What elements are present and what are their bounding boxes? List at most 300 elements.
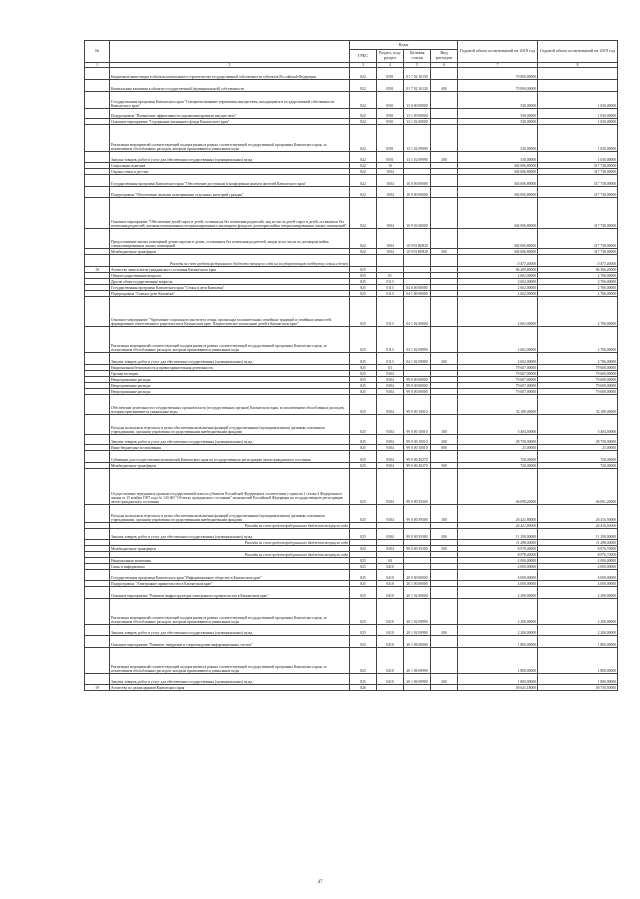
table-row <box>85 451 618 463</box>
row-number <box>85 68 110 80</box>
row-grbs: 822 <box>350 163 377 169</box>
row-target-article: 20 0 00 00000 <box>404 570 431 581</box>
row-volume-2018: 4 000,00000 <box>458 581 538 587</box>
row-razdel: 04 <box>377 558 404 564</box>
row-grbs: 825 <box>350 267 377 273</box>
colnum-5: 5 <box>404 63 431 68</box>
row-grbs: 822 <box>350 249 377 255</box>
row-volume-2018: 304 006,80000 <box>458 229 538 249</box>
row-razdel: 0410 <box>377 581 404 587</box>
row-name: Межбюджетные трансферты <box>110 249 350 255</box>
row-target-article: 13 1 02 09990 <box>404 152 431 163</box>
row-volume-2019: 4 000,00000 <box>538 558 618 564</box>
row-name: Охрана семьи и детства <box>110 169 350 175</box>
table-row <box>85 415 618 435</box>
row-expense-type: 200 <box>431 674 458 685</box>
row-name: Основное мероприятие "Обеспечение детей-сирот и детей, оставшихся без попечения родителей, лиц из числа детей-сирот и детей, оставшихся без попечения родителей, жилыми помещениями специализированного жилищного фонда по договорам найма специализированных жилых помещений" <box>110 198 350 229</box>
row-name: Подпрограмма "Электронное правительство в Камчатском крае" <box>110 581 350 587</box>
row-volume-2019: 1 030,00000 <box>538 152 618 163</box>
row-volume-2018: 28 758,90000 <box>458 435 538 445</box>
row-razdel: 0410 <box>377 625 404 636</box>
row-name: Бюджетные инвестиции в объекты капитального строительства государственной собственности субъектов Российской Федерации <box>110 68 350 80</box>
row-target-article: 10 9 03 R0820 <box>404 229 431 249</box>
row-name: Непрограммные расходы <box>110 377 350 383</box>
row-expense-type: 200 <box>431 353 458 365</box>
row-target-article: 99 0 00 00000 <box>404 377 431 383</box>
row-name: Реализация мероприятий соответствующей подпрограммы в рамках соответствующей государственной программы Камчатского края, за исключением обособленных расходов, которым присваиваются уникальные коды <box>110 648 350 674</box>
budget-table-page <box>84 40 618 691</box>
row-target-article: 13 1 02 09990 <box>404 125 431 152</box>
header-grbs: ГРБС <box>350 50 377 63</box>
row-grbs: 822 <box>350 152 377 163</box>
row-grbs: 825 <box>350 389 377 395</box>
row-grbs: 822 <box>350 92 377 109</box>
row-target-article: 04 1 00 00000 <box>404 291 431 297</box>
row-target-article: 04 1 02 00000 <box>404 297 431 327</box>
row-target-article: 04 1 02 09990 <box>404 353 431 365</box>
row-volume-2019: 1 030,00000 <box>538 125 618 152</box>
row-razdel: 0113 <box>377 291 404 297</box>
row-grbs: 825 <box>350 529 377 540</box>
row-volume-2019: 2 706,00000 <box>538 285 618 291</box>
row-grbs: 822 <box>350 229 377 249</box>
row-number <box>85 353 110 365</box>
table-row <box>85 327 618 353</box>
row-razdel: 0304 <box>377 463 404 469</box>
row-name: Реализация мероприятий соответствующей подпрограммы в рамках соответствующей государственной программы Камчатского края, за исключением обособленных расходов, которым присваиваются уникальные коды <box>110 599 350 625</box>
row-name: Иные бюджетные ассигнования <box>110 445 350 451</box>
row-volume-2019: 317 738,00000 <box>538 187 618 198</box>
row-volume-2018: 8 978,40000 <box>458 552 538 558</box>
row-number <box>85 125 110 152</box>
table-row <box>85 636 618 648</box>
row-razdel: 0304 <box>377 395 404 415</box>
row-target-article: 99 0 00 00000 <box>404 383 431 389</box>
row-target-article: 99 0 00 59300 <box>404 546 431 552</box>
row-expense-type: 800 <box>431 445 458 451</box>
row-grbs: 825 <box>350 297 377 327</box>
row-name: Государственная программа Камчатского края "Совершенствование управления имуществом, находящимся в государственной собственности Камчатского края" <box>110 92 350 109</box>
row-volume-2018: 530,00000 <box>458 92 538 109</box>
header-num: № <box>85 41 110 63</box>
row-volume-2018: 4 000,00000 <box>458 570 538 581</box>
row-razdel: 0410 <box>377 636 404 648</box>
row-target-article: 13 1 00 00000 <box>404 109 431 119</box>
row-razdel: 0304 <box>377 469 404 505</box>
row-number <box>85 92 110 109</box>
row-name: Основное мероприятие "Развитие, внедрение и сопровождение информационных систем" <box>110 636 350 648</box>
row-razdel: 0304 <box>377 451 404 463</box>
row-target-article: 10 0 00 00000 <box>404 175 431 187</box>
row-volume-2018: 530,00000 <box>458 119 538 125</box>
row-name: Агентство записи актов гражданского состояния Камчатского края <box>110 267 350 273</box>
row-expense-type: 500 <box>431 546 458 552</box>
row-volume-2019: 2 706,00000 <box>538 291 618 297</box>
header-codes: Коды <box>350 41 458 50</box>
row-razdel: 0113 <box>377 297 404 327</box>
row-expense-type <box>431 327 458 353</box>
row-volume-2019 <box>538 68 618 80</box>
row-name: Подпрограмма "Обеспечение жилыми помещениями отдельных категорий граждан" <box>110 187 350 198</box>
row-volume-2019: 4 000,00000 <box>538 570 618 581</box>
row-volume-2018: 25,00000 <box>458 445 538 451</box>
row-grbs: 822 <box>350 68 377 80</box>
row-number <box>85 599 110 625</box>
row-expense-type <box>431 68 458 80</box>
row-grbs: 825 <box>350 395 377 415</box>
row-volume-2018: 720,40000 <box>458 463 538 469</box>
row-name: Агентство по делам архивов Камчатского края <box>110 685 350 691</box>
row-target-article: 99 0 00 10010 <box>404 395 431 415</box>
row-grbs: 822 <box>350 119 377 125</box>
row-expense-type: 200 <box>431 529 458 540</box>
table-row <box>85 529 618 540</box>
row-razdel: 0410 <box>377 674 404 685</box>
row-target-article: 99 0 00 59300 <box>404 469 431 505</box>
table-row <box>85 152 618 163</box>
row-target-article: 20 1 06 09990 <box>404 648 431 674</box>
row-volume-2018: 39 641,18000 <box>458 685 538 691</box>
row-volume-2019: 1 030,00000 <box>538 109 618 119</box>
table-row <box>85 395 618 415</box>
row-volume-2019: 317 738,00000 <box>538 169 618 175</box>
row-volume-2019: 317 738,00000 <box>538 163 618 169</box>
row-volume-2018: 2 602,00000 <box>458 353 538 365</box>
table-row <box>85 80 618 92</box>
table-row <box>85 92 618 109</box>
row-volume-2018: 304 006,80000 <box>458 169 538 175</box>
row-name: Закупка товаров, работ и услуг для обеспечения государственных (муниципальных) нужд <box>110 674 350 685</box>
row-grbs: 825 <box>350 291 377 297</box>
row-number <box>85 469 110 505</box>
row-name: Основное мероприятие "Содержание жилищного фонда Камчатского края" <box>110 119 350 125</box>
row-grbs: 822 <box>350 198 377 229</box>
row-grbs: 825 <box>350 451 377 463</box>
row-grbs: 825 <box>350 285 377 291</box>
row-name: Расходы за счет средств федерального бюджета текущего года <box>110 523 350 529</box>
row-expense-type: 100 <box>431 415 458 435</box>
row-volume-2018: 2 602,00000 <box>458 273 538 279</box>
colnum-1: 1 <box>85 63 110 68</box>
row-volume-2018: 2 602,00000 <box>458 285 538 291</box>
row-razdel: 0304 <box>377 389 404 395</box>
row-razdel: 0501 <box>377 68 404 80</box>
row-number <box>85 109 110 119</box>
table-row <box>85 175 618 187</box>
row-name: Общегосударственные вопросы <box>110 273 350 279</box>
row-volume-2019: 1 800,00000 <box>538 648 618 674</box>
row-razdel: 0113 <box>377 353 404 365</box>
row-name: Межбюджетные трансферты <box>110 463 350 469</box>
row-expense-type: 200 <box>431 625 458 636</box>
row-razdel: 1004 <box>377 169 404 175</box>
row-grbs: 825 <box>350 570 377 581</box>
row-razdel: 0304 <box>377 445 404 451</box>
row-target-article: 99 0 00 40270 <box>404 451 431 463</box>
row-name: Предоставление жилых помещений детям-сиротам и детям, оставшимся без попечения родителей, лицам из их числа по договорам найма специализированных жилых помещений <box>110 229 350 249</box>
row-name: Непрограммные расходы <box>110 383 350 389</box>
row-razdel: 0410 <box>377 587 404 599</box>
row-volume-2019: 2 200,00000 <box>538 599 618 625</box>
row-volume-2018: 79 607,00000 <box>458 377 538 383</box>
row-number <box>85 451 110 463</box>
row-number <box>85 327 110 353</box>
row-name: Межбюджетные трансферты <box>110 546 350 552</box>
row-expense-type <box>431 187 458 198</box>
row-expense-type <box>431 92 458 109</box>
row-name: Подпрограмма "Повышение эффективности управления краевым имуществом" <box>110 109 350 119</box>
row-razdel: 0304 <box>377 529 404 540</box>
budget-table <box>84 40 618 691</box>
row-number <box>85 674 110 685</box>
row-name: Основное мероприятие "Укрепление социального института семьи, пропаганда положительных семейных традиций и семейных ценностей, формирование ответственного родительства в Камчатском крае. Патриотическое воспитание детей в Камчатском крае" <box>110 297 350 327</box>
row-number <box>85 648 110 674</box>
row-grbs: 825 <box>350 327 377 353</box>
row-number: 19 <box>85 685 110 691</box>
row-volume-2018: 1 800,00000 <box>458 674 538 685</box>
row-name: Государственная программа Камчатского края "Семья и дети Камчатки" <box>110 285 350 291</box>
row-expense-type <box>431 469 458 505</box>
row-name: Национальная экономика <box>110 558 350 564</box>
row-name: Закупка товаров, работ и услуг для обеспечения государственных (муниципальных) нужд <box>110 529 350 540</box>
row-target-article: 20 1 02 09990 <box>404 599 431 625</box>
row-grbs: 825 <box>350 505 377 523</box>
row-volume-2019: 39 758,50000 <box>538 685 618 691</box>
row-razdel: 0410 <box>377 599 404 625</box>
row-volume-2018: 26 421,80000 <box>458 523 538 529</box>
row-volume-2019: 2 706,00000 <box>538 279 618 285</box>
row-target-article: 20 1 06 00000 <box>404 636 431 648</box>
row-volume-2018: 304 006,80000 <box>458 249 538 255</box>
row-name: Реализация мероприятий соответствующей подпрограммы в рамках соответствующей государственной программы Камчатского края, за исключением обособленных расходов, которым присваиваются уникальные коды <box>110 125 350 152</box>
row-number <box>85 152 110 163</box>
note-row <box>85 255 618 267</box>
row-name: Осуществление переданных органам государственной власти субъектов Российской Федерации в соответствии с пунктом 1 статьи 4 Федерального закона от 15 ноября 1997 года № 143-ФЗ "Об актах гражданского состояния" полномочий Российской Федерации на государственную регистрацию актов гражданского состояния <box>110 469 350 505</box>
row-razdel <box>377 685 404 691</box>
row-target-article: 04 0 00 00000 <box>404 285 431 291</box>
row-volume-2018: 26 421,80000 <box>458 505 538 523</box>
header-volume-2019: Годовой объем ассигнований на 2019 год <box>538 41 618 63</box>
row-razdel: 0304 <box>377 435 404 445</box>
colnum-4: 4 <box>377 63 404 68</box>
row-volume-2019: 25,00000 <box>538 445 618 451</box>
row-razdel: 01 <box>377 273 404 279</box>
row-volume-2018: 79 607,00000 <box>458 365 538 371</box>
table-row <box>85 125 618 152</box>
row-grbs: 825 <box>350 415 377 435</box>
row-name: Другие общегосударственные вопросы <box>110 279 350 285</box>
row-volume-2018: 11 298,00000 <box>458 540 538 546</box>
row-grbs: 825 <box>350 353 377 365</box>
row-target-article <box>404 685 431 691</box>
row-number <box>85 636 110 648</box>
header-target-article: Целевая статья <box>404 50 431 63</box>
table-row <box>85 587 618 599</box>
row-volume-2018: 304 006,80000 <box>458 198 538 229</box>
table-row <box>85 505 618 523</box>
row-name: Закупка товаров, работ и услуг для обеспечения государственных (муниципальных) нужд <box>110 435 350 445</box>
row-razdel: 0410 <box>377 648 404 674</box>
row-razdel: 03 <box>377 365 404 371</box>
row-grbs: 822 <box>350 80 377 92</box>
row-volume-2019: 317 738,00000 <box>538 229 618 249</box>
row-grbs: 825 <box>350 581 377 587</box>
row-expense-type: 500 <box>431 463 458 469</box>
row-volume-2018: 11 298,00000 <box>458 529 538 540</box>
colnum-6: 6 <box>431 63 458 68</box>
row-name: Подпрограмма "Семья и дети Камчатки" <box>110 291 350 297</box>
table-row <box>85 625 618 636</box>
row-razdel: 0501 <box>377 80 404 92</box>
row-number <box>85 395 110 415</box>
row-target-article: 10 9 03 00000 <box>404 198 431 229</box>
row-target-article: 13 0 00 00000 <box>404 92 431 109</box>
row-number <box>85 198 110 229</box>
row-razdel: 0304 <box>377 371 404 377</box>
row-volume-2018: 530,00000 <box>458 152 538 163</box>
table-row <box>85 435 618 445</box>
row-name: Расходы за счет средств федерального бюджета текущего года на государственную поддержку семьи и детей <box>110 255 350 267</box>
row-grbs: 822 <box>350 169 377 175</box>
row-grbs: 822 <box>350 109 377 119</box>
row-target-article: 20 1 00 00000 <box>404 581 431 587</box>
page-number: 47 <box>317 880 323 885</box>
row-grbs: 825 <box>350 546 377 552</box>
row-target-article: 10 9 00 00000 <box>404 187 431 198</box>
row-target-article: 13 1 02 00000 <box>404 119 431 125</box>
row-volume-2018: 8 978,40000 <box>458 546 538 552</box>
row-volume-2018: 46 698,20000 <box>458 469 538 505</box>
row-number <box>85 625 110 636</box>
row-target-article <box>404 255 431 267</box>
row-target-article: 04 1 02 09990 <box>404 327 431 353</box>
row-expense-type <box>431 229 458 249</box>
row-target-article: 20 1 06 09990 <box>404 674 431 685</box>
row-number <box>85 505 110 523</box>
row-grbs: 826 <box>350 685 377 691</box>
row-target-article: 99 0 00 10010 <box>404 445 431 451</box>
row-grbs: 825 <box>350 371 377 377</box>
row-target-article: 99 0 00 00000 <box>404 389 431 395</box>
row-volume-2019: 79 600,00000 <box>538 389 618 395</box>
row-name: Закупка товаров, работ и услуг для обеспечения государственных (муниципальных) нужд <box>110 353 350 365</box>
row-expense-type <box>431 648 458 674</box>
row-grbs: 825 <box>350 463 377 469</box>
row-volume-2018: 2 602,00000 <box>458 327 538 353</box>
table-row <box>85 599 618 625</box>
row-volume-2018: 79 607,00000 <box>458 371 538 377</box>
row-name: Расходы за счет средств федерального бюджета текущего года <box>110 552 350 558</box>
row-razdel: 0501 <box>377 109 404 119</box>
row-expense-type <box>431 297 458 327</box>
row-number <box>85 587 110 599</box>
row-volume-2019 <box>538 80 618 92</box>
row-volume-2018: 304 006,80000 <box>458 163 538 169</box>
row-grbs: 825 <box>350 377 377 383</box>
row-volume-2019: 79 600,00000 <box>538 371 618 377</box>
row-volume-2018: 70 000,00000 <box>458 68 538 80</box>
row-grbs: 825 <box>350 469 377 505</box>
row-razdel: 0304 <box>377 546 404 552</box>
row-name: Государственная программа Камчатского края "Обеспечение доступным и комфортным жильем жителей Камчатского края" <box>110 175 350 187</box>
row-razdel: 0304 <box>377 415 404 435</box>
row-grbs: 822 <box>350 187 377 198</box>
row-volume-2018: 4 000,00000 <box>458 558 538 564</box>
row-razdel: 0501 <box>377 119 404 125</box>
row-grbs: 825 <box>350 273 377 279</box>
header-volume-2018: Годовой объем ассигнований на 2018 год <box>458 41 538 63</box>
row-name: Капитальные вложения в объекты государственной (муниципальной) собственности <box>110 80 350 92</box>
row-volume-2019: 8 976,70000 <box>538 546 618 552</box>
row-target-article: 01 7 02 10130 <box>404 80 431 92</box>
row-expense-type <box>431 395 458 415</box>
row-grbs: 825 <box>350 648 377 674</box>
row-volume-2018: 304 006,80000 <box>458 187 538 198</box>
row-number <box>85 187 110 198</box>
row-number <box>85 435 110 445</box>
row-number <box>85 175 110 187</box>
row-grbs: 825 <box>350 625 377 636</box>
row-target-article: 99 0 00 10010 <box>404 415 431 435</box>
row-volume-2019: 11 298,00000 <box>538 529 618 540</box>
table-row <box>85 68 618 80</box>
colnum-3: 3 <box>350 63 377 68</box>
row-expense-type: 200 <box>431 152 458 163</box>
table-row <box>85 353 618 365</box>
row-grbs: 825 <box>350 564 377 570</box>
row-volume-2018: 79 607,00000 <box>458 389 538 395</box>
row-number <box>85 297 110 327</box>
row-grbs: 822 <box>350 125 377 152</box>
row-razdel <box>377 255 404 267</box>
row-expense-type <box>431 451 458 463</box>
row-volume-2019: 26 416,50000 <box>538 523 618 529</box>
row-name: Закупка товаров, работ и услуг для обеспечения государственных (муниципальных) нужд <box>110 625 350 636</box>
row-grbs: 825 <box>350 435 377 445</box>
row-razdel: 10 <box>377 163 404 169</box>
row-volume-2019: 2 706,00000 <box>538 297 618 327</box>
table-row <box>85 570 618 581</box>
row-expense-type <box>431 198 458 229</box>
row-razdel: 0304 <box>377 383 404 389</box>
row-name: Реализация мероприятий соответствующей подпрограммы в рамках соответствующей государственной программы Камчатского края, за исключением обособленных расходов, которым присваиваются уникальные коды <box>110 327 350 353</box>
row-grbs: 825 <box>350 445 377 451</box>
row-expense-type <box>431 109 458 119</box>
row-razdel: 1004 <box>377 249 404 255</box>
row-razdel: 1004 <box>377 175 404 187</box>
row-volume-2018: 70 000,00000 <box>458 80 538 92</box>
row-expense-type <box>431 636 458 648</box>
row-number <box>85 229 110 249</box>
table-row <box>85 109 618 119</box>
row-volume-2019: 79 600,00000 <box>538 377 618 383</box>
row-volume-2019: 2 706,00000 <box>538 353 618 365</box>
row-volume-2018: 1 800,00000 <box>458 636 538 648</box>
row-grbs: 825 <box>350 383 377 389</box>
row-expense-type <box>431 570 458 581</box>
row-volume-2018: 2 200,00000 <box>458 625 538 636</box>
row-volume-2019: 32 188,40000 <box>538 395 618 415</box>
table-row <box>85 297 618 327</box>
row-volume-2019: 46 691,20000 <box>538 469 618 505</box>
row-volume-2019: 4 000,00000 <box>538 564 618 570</box>
row-volume-2018: 6 471,40000 <box>458 255 538 267</box>
row-volume-2019: 2 200,00000 <box>538 625 618 636</box>
row-name: Органы юстиции <box>110 371 350 377</box>
row-grbs: 825 <box>350 587 377 599</box>
row-volume-2019: 79 600,00000 <box>538 365 618 371</box>
row-volume-2018: 530,00000 <box>458 109 538 119</box>
